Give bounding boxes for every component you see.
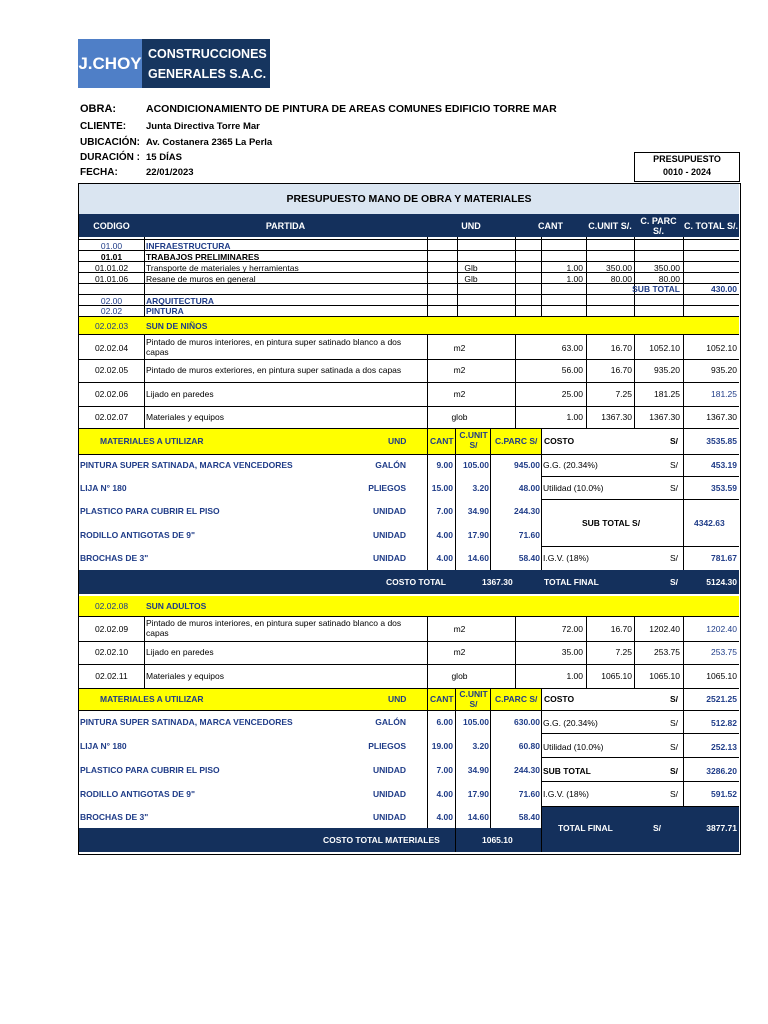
grid-line [79, 428, 739, 429]
item-code: 02.02.10 [94, 647, 129, 657]
section-code: 02.02.08 [94, 601, 129, 611]
currency-label: S/ [670, 483, 679, 493]
section-title: SUN DE NIÑOS [146, 321, 208, 331]
material-cant: 9.00 [436, 460, 453, 470]
grid-line [427, 688, 428, 828]
material-und: GALÓN [375, 460, 406, 470]
item-desc: Materiales y equipos [146, 412, 224, 422]
currency-label: S/ [670, 742, 679, 752]
total-bar-2 [79, 828, 541, 852]
mat-col-cparc: C.PARC S/ [495, 436, 538, 446]
material-und: UNIDAD [372, 765, 406, 775]
item-cunit: 16.70 [610, 624, 632, 634]
utilidad-label: Utilidad (10.0%) [543, 742, 604, 752]
logo-mark: J.CHOY [78, 39, 142, 88]
row-code: 01.00 [100, 241, 123, 251]
material-cparc: 71.60 [518, 789, 540, 799]
material-und: UNIDAD [372, 506, 406, 516]
material-cunit: 14.60 [467, 553, 489, 563]
col-cparc: C. PARC S/. [634, 214, 683, 237]
row-code: 01.01.06 [94, 274, 129, 284]
col-cant: CANT [515, 214, 586, 237]
grid-line [490, 688, 491, 828]
item-cant: 72.00 [561, 624, 583, 634]
item-cparc: 181.25 [654, 389, 680, 399]
material-cunit: 3.20 [472, 483, 489, 493]
row-cparc: 350.00 [654, 263, 680, 273]
currency-label: S/ [670, 766, 679, 776]
material-cunit: 105.00 [463, 460, 489, 470]
material-cparc: 244.30 [514, 506, 540, 516]
currency-label: S/ [670, 460, 679, 470]
subtotal-value: 430.00 [711, 284, 737, 294]
material-name: BROCHAS DE 3" [80, 812, 149, 822]
material-cant: 6.00 [436, 717, 453, 727]
grid-line [541, 546, 739, 547]
costo-label: COSTO [544, 694, 575, 704]
material-cparc: 630.00 [514, 717, 540, 727]
item-desc: Pintado de muros interiores, en pintura super satinado blanco a dos capas [146, 618, 402, 638]
material-cunit: 105.00 [463, 717, 489, 727]
obra-value: ACONDICIONAMIENTO DE PINTURA DE AREAS COMUNES EDIFICIO TORRE MAR [146, 103, 557, 115]
gg-label: G.G. (20.34%) [543, 460, 598, 470]
item-desc: Pintado de muros exteriores, en pintura super satinada a dos capas [146, 365, 402, 375]
materials-header: MATERIALES A UTILIZAR [100, 436, 204, 446]
subtotal-label: SUB TOTAL S/ [582, 518, 641, 528]
material-name: PINTURA SUPER SATINADA, MARCA VENCEDORES [80, 460, 293, 470]
item-cparc: 253.75 [654, 647, 680, 657]
materials-header: MATERIALES A UTILIZAR [100, 694, 204, 704]
row-und: Glb [464, 263, 478, 273]
material-cparc: 60.80 [518, 741, 540, 751]
gg-value: 453.19 [711, 460, 737, 470]
item-ctotal: 181.25 [711, 389, 737, 399]
material-cparc: 71.60 [518, 530, 540, 540]
section-code: 02.02.03 [94, 321, 129, 331]
currency-label: S/ [670, 718, 679, 728]
costo-label: COSTO [544, 436, 575, 446]
item-code: 02.02.09 [94, 624, 129, 634]
presupuesto-box [634, 152, 740, 182]
item-cant: 1.00 [566, 412, 583, 422]
item-cant: 1.00 [566, 671, 583, 681]
material-und: PLIEGOS [368, 741, 406, 751]
item-ctotal: 1065.10 [706, 671, 737, 681]
item-cparc: 1202.40 [649, 624, 680, 634]
col-codigo: CODIGO [79, 214, 144, 237]
duracion-value: 15 DÍAS [146, 152, 182, 163]
budget-title: PRESUPUESTO MANO DE OBRA Y MATERIALES [79, 184, 739, 214]
item-cparc: 1367.30 [649, 412, 680, 422]
currency-label: S/ [670, 694, 679, 704]
row-cant: 1.00 [566, 274, 583, 284]
material-cparc: 945.00 [514, 460, 540, 470]
row-desc: TRABAJOS PRELIMINARES [146, 252, 260, 262]
grid-line [541, 476, 739, 477]
row-code: 01.01 [100, 252, 123, 262]
currency-label: S/ [653, 823, 662, 833]
col-ctotal: C. TOTAL S/. [683, 214, 739, 237]
grid-line [427, 428, 428, 570]
col-und: UND [427, 214, 515, 237]
fecha-label: FECHA: [80, 167, 118, 178]
igv-value: 591.52 [711, 789, 737, 799]
item-cparc: 1052.10 [649, 343, 680, 353]
material-cunit: 17.90 [467, 530, 489, 540]
item-desc: Pintado de muros interiores, en pintura super satinado blanco a dos capas [146, 337, 402, 357]
item-cunit: 7.25 [615, 389, 632, 399]
section-title: SUN ADULTOS [146, 601, 207, 611]
costo-total-value: 1065.10 [482, 835, 513, 845]
grid-line [541, 733, 739, 734]
grid-line [541, 499, 739, 500]
costo-total-label: COSTO TOTAL MATERIALES [323, 835, 440, 845]
costo-value: 3535.85 [706, 436, 737, 446]
obra-label: OBRA: [80, 103, 117, 115]
item-und: m2 [453, 365, 466, 375]
mat-col-cparc: C.PARC S/ [495, 694, 538, 704]
currency-label: S/ [670, 577, 679, 587]
logo-text [142, 39, 270, 88]
item-code: 02.02.04 [94, 343, 129, 353]
row-cunit: 350.00 [606, 263, 632, 273]
grid-line [541, 806, 739, 807]
gg-value: 512.82 [711, 718, 737, 728]
grid-line [79, 406, 739, 407]
material-cparc: 58.40 [518, 553, 540, 563]
item-code: 02.02.07 [94, 412, 129, 422]
mat-col-und: UND [388, 694, 407, 704]
item-cant: 25.00 [561, 389, 583, 399]
grid-line [79, 641, 739, 642]
item-ctotal: 1052.10 [706, 343, 737, 353]
item-und: m2 [453, 389, 466, 399]
logo-line-2: GENERALES S.A.C. [148, 66, 267, 81]
material-cant: 4.00 [436, 530, 453, 540]
ubicacion-value: Av. Costanera 2365 La Perla [146, 137, 273, 148]
item-cant: 35.00 [561, 647, 583, 657]
row-cunit: 80.00 [610, 274, 632, 284]
item-und: glob [451, 412, 468, 422]
igv-label: I.G.V. (18%) [543, 553, 589, 563]
utilidad-value: 353.59 [711, 483, 737, 493]
grid-line [79, 688, 739, 689]
currency-label: S/ [670, 553, 679, 563]
material-und: UNIDAD [372, 812, 406, 822]
mat-col-cant: CANT [430, 694, 454, 704]
row-cparc: 80.00 [658, 274, 680, 284]
grid-line [79, 664, 739, 665]
total-final-value: 5124.30 [706, 577, 737, 587]
material-und: UNIDAD [372, 789, 406, 799]
row-und: Glb [464, 274, 478, 284]
material-cant: 4.00 [436, 812, 453, 822]
cliente-label: CLIENTE: [80, 121, 127, 132]
material-und: GALÓN [375, 717, 406, 727]
item-und: glob [451, 671, 468, 681]
material-cant: 15.00 [431, 483, 453, 493]
item-ctotal: 935.20 [711, 365, 737, 375]
company-logo [78, 39, 270, 88]
material-cunit: 3.20 [472, 741, 489, 751]
item-und: m2 [453, 624, 466, 634]
costo-total-label: COSTO TOTAL [386, 577, 446, 587]
item-cunit: 7.25 [615, 647, 632, 657]
item-cparc: 935.20 [654, 365, 680, 375]
item-ctotal: 1367.30 [706, 412, 737, 422]
mat-col-cunit: C.UNIT S/ [459, 430, 488, 450]
utilidad-label: Utilidad (10.0%) [543, 483, 604, 493]
currency-label: S/ [670, 436, 679, 446]
grid-line [683, 237, 684, 316]
item-code: 02.02.06 [94, 389, 129, 399]
currency-label: S/ [670, 789, 679, 799]
grid-line [79, 710, 739, 711]
item-cant: 56.00 [561, 365, 583, 375]
grid-line [144, 237, 145, 316]
row-cant: 1.00 [566, 263, 583, 273]
grid-line [79, 454, 739, 455]
grid-line [455, 828, 456, 852]
igv-value: 781.67 [711, 553, 737, 563]
item-cant: 63.00 [561, 343, 583, 353]
item-cunit: 16.70 [610, 365, 632, 375]
row-desc: ARQUITECTURA [146, 296, 214, 306]
item-ctotal: 1202.40 [706, 624, 737, 634]
subtotal-label: SUB TOTAL [632, 284, 680, 294]
row-desc: PINTURA [146, 306, 184, 316]
grid-line [541, 781, 739, 782]
grid-line [144, 334, 145, 428]
item-cunit: 1065.10 [601, 671, 632, 681]
costo-total-value: 1367.30 [482, 577, 513, 587]
grid-line [79, 382, 739, 383]
costo-value: 2521.25 [706, 694, 737, 704]
igv-label: I.G.V. (18%) [543, 789, 589, 799]
cliente-value: Junta Directiva Torre Mar [146, 121, 260, 132]
presupuesto-label: PRESUPUESTO [653, 154, 721, 164]
material-name: RODILLO ANTIGOTAS DE 9" [80, 530, 196, 540]
logo-line-1: CONSTRUCCIONES [148, 46, 267, 61]
material-cparc: 48.00 [518, 483, 540, 493]
total-final-value: 3877.71 [706, 823, 737, 833]
row-desc: Transporte de materiales y herramientas [146, 263, 299, 273]
grid-line [79, 239, 739, 240]
grid-line [79, 616, 739, 617]
row-code: 01.01.02 [94, 263, 129, 273]
grid-line [455, 688, 456, 828]
item-cparc: 1065.10 [649, 671, 680, 681]
material-und: UNIDAD [372, 553, 406, 563]
duracion-label: DURACIÓN : [80, 152, 140, 163]
col-partida: PARTIDA [144, 214, 427, 237]
item-code: 02.02.11 [95, 671, 128, 681]
mat-col-und: UND [388, 436, 407, 446]
row-desc: INFRAESTRUCTURA [146, 241, 231, 251]
material-und: UNIDAD [372, 530, 406, 540]
total-final-label: TOTAL FINAL [544, 577, 599, 587]
material-name: LIJA N° 180 [80, 741, 127, 751]
material-name: PINTURA SUPER SATINADA, MARCA VENCEDORES [80, 717, 293, 727]
item-ctotal: 253.75 [711, 647, 737, 657]
item-desc: Materiales y equipos [146, 671, 224, 681]
material-name: BROCHAS DE 3" [80, 553, 149, 563]
item-cunit: 16.70 [610, 343, 632, 353]
col-cunit: C.UNIT S/. [586, 214, 634, 237]
subtotal-value: 4342.63 [694, 518, 725, 528]
material-cunit: 14.60 [467, 812, 489, 822]
ubicacion-label: UBICACIÓN: [80, 137, 140, 148]
material-und: PLIEGOS [368, 483, 406, 493]
utilidad-value: 252.13 [711, 742, 737, 752]
material-name: PLASTICO PARA CUBRIR EL PISO [80, 765, 220, 775]
item-desc: Lijado en paredes [146, 647, 214, 657]
grid-line [79, 294, 739, 295]
item-und: m2 [453, 647, 466, 657]
row-desc: Resane de muros en general [146, 274, 256, 284]
material-cunit: 34.90 [467, 506, 489, 516]
item-und: m2 [453, 343, 466, 353]
gg-label: G.G. (20.34%) [543, 718, 598, 728]
total-final-label: TOTAL FINAL [558, 823, 613, 833]
material-cparc: 244.30 [514, 765, 540, 775]
grid-line [541, 757, 739, 758]
item-cunit: 1367.30 [601, 412, 632, 422]
grid-line [79, 359, 739, 360]
presupuesto-number: 0010 - 2024 [662, 167, 712, 177]
material-name: LIJA N° 180 [80, 483, 127, 493]
material-cant: 7.00 [436, 765, 453, 775]
item-desc: Lijado en paredes [146, 389, 214, 399]
subtotal-label: SUB TOTAL [543, 766, 591, 776]
material-name: PLASTICO PARA CUBRIR EL PISO [80, 506, 220, 516]
grid-line [144, 616, 145, 688]
material-cant: 4.00 [436, 789, 453, 799]
item-code: 02.02.05 [94, 365, 129, 375]
grid-line [541, 806, 542, 852]
mat-col-cant: CANT [430, 436, 454, 446]
material-cunit: 17.90 [467, 789, 489, 799]
row-code: 02.00 [100, 296, 123, 306]
material-cant: 7.00 [436, 506, 453, 516]
subtotal-value: 3286.20 [706, 766, 737, 776]
material-cparc: 58.40 [518, 812, 540, 822]
material-name: RODILLO ANTIGOTAS DE 9" [80, 789, 196, 799]
material-cant: 19.00 [431, 741, 453, 751]
fecha-value: 22/01/2023 [146, 167, 194, 178]
grid-line [79, 316, 739, 317]
grid-line [79, 334, 739, 335]
material-cant: 4.00 [436, 553, 453, 563]
material-cunit: 34.90 [467, 765, 489, 775]
mat-col-cunit: C.UNIT S/ [459, 689, 488, 709]
row-code: 02.02 [100, 306, 123, 316]
